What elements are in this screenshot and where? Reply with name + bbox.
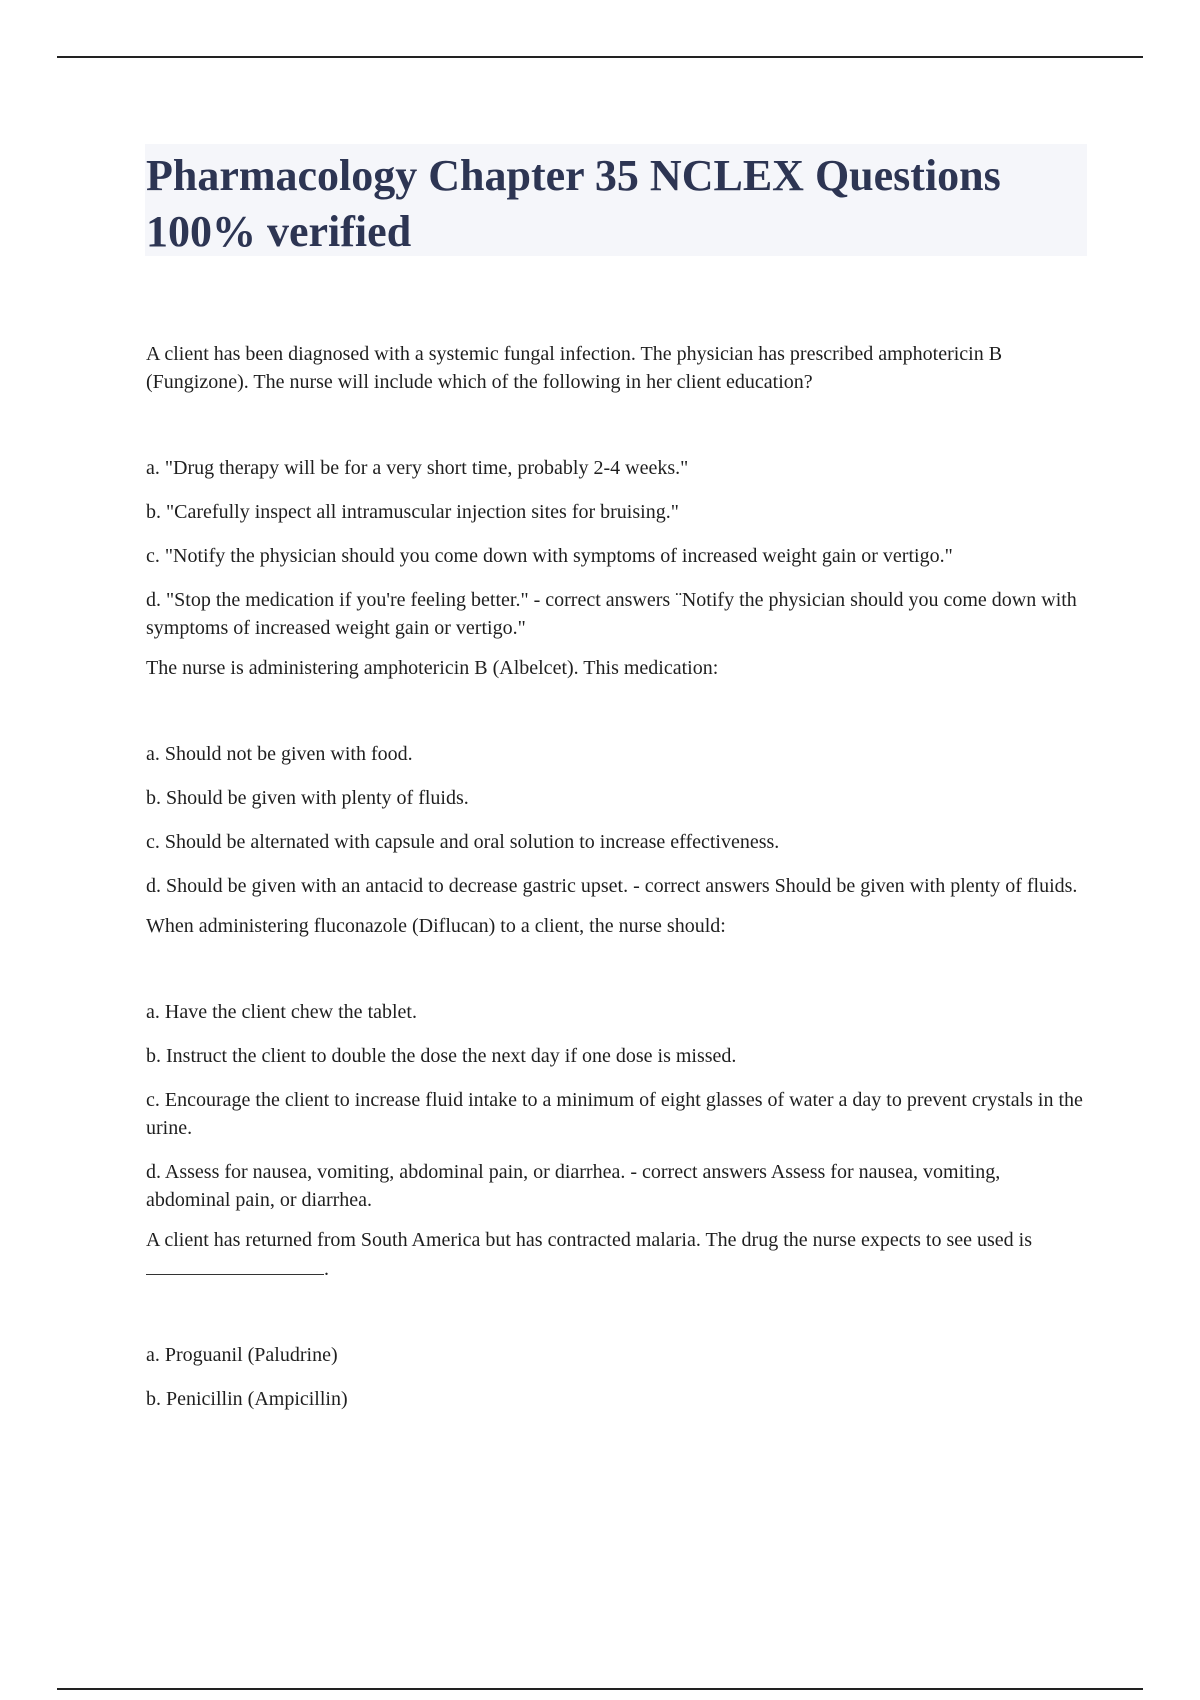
answer-option: b. "Carefully inspect all intramuscular injection sites for bruising." — [146, 501, 679, 523]
fill-in-blank — [146, 1254, 324, 1275]
answer-option: a. Should not be given with food. — [146, 743, 413, 765]
question-1 — [146, 340, 1086, 642]
document-title: Pharmacology Chapter 35 NCLEX Questions 100% verified — [146, 151, 1001, 256]
question-list — [146, 340, 1086, 1429]
answer-option-with-key: d. "Stop the medication if you're feeling better." - correct answers ¨Notify the physician should you come down with symptoms of increased weight gain or vertigo." — [146, 589, 1077, 639]
answer-option: b. Penicillin (Ampicillin) — [146, 1388, 348, 1410]
answer-option: a. Have the client chew the tablet. — [146, 1001, 417, 1023]
question-stem: A client has been diagnosed with a systemic fungal infection. The physician has prescribed amphotericin B (Fungizone). The nurse will include which of the following in her client education? — [146, 343, 1003, 393]
answer-option: c. "Notify the physician should you come down with symptoms of increased weight gain or vertigo." — [146, 545, 953, 567]
answer-option: a. "Drug therapy will be for a very short time, probably 2-4 weeks." — [146, 457, 689, 479]
question-stem: When administering fluconazole (Diflucan) to a client, the nurse should: — [146, 915, 726, 937]
question-stem — [146, 1226, 1086, 1283]
answer-option-with-key: d. Should be given with an antacid to decrease gastric upset. - correct answers Should be given with plenty of fluids. — [146, 875, 1078, 897]
top-rule — [57, 56, 1143, 58]
question-stem-end: . — [324, 1258, 329, 1280]
answer-option: b. Instruct the client to double the dose the next day if one dose is missed. — [146, 1045, 737, 1067]
answer-option-with-key: d. Assess for nausea, vomiting, abdominal pain, or diarrhea. - correct answers Assess for nausea, vomiting, abdominal pain, or diarrhea. — [146, 1161, 1001, 1211]
question-stem: The nurse is administering amphotericin B (Albelcet). This medication: — [146, 657, 719, 679]
bottom-rule — [57, 1688, 1143, 1690]
question-3 — [146, 912, 1086, 1214]
question-2 — [146, 654, 1086, 900]
answer-option: c. Should be alternated with capsule and oral solution to increase effectiveness. — [146, 831, 780, 853]
answer-option: c. Encourage the client to increase fluid intake to a minimum of eight glasses of water a day to prevent crystals in the urine. — [146, 1089, 1083, 1139]
answer-option: b. Should be given with plenty of fluids. — [146, 787, 469, 809]
question-4 — [146, 1226, 1086, 1413]
question-stem-text: A client has returned from South America but has contracted malaria. The drug the nurse expects to see used is — [146, 1229, 1033, 1251]
answer-option: a. Proguanil (Paludrine) — [146, 1344, 338, 1366]
